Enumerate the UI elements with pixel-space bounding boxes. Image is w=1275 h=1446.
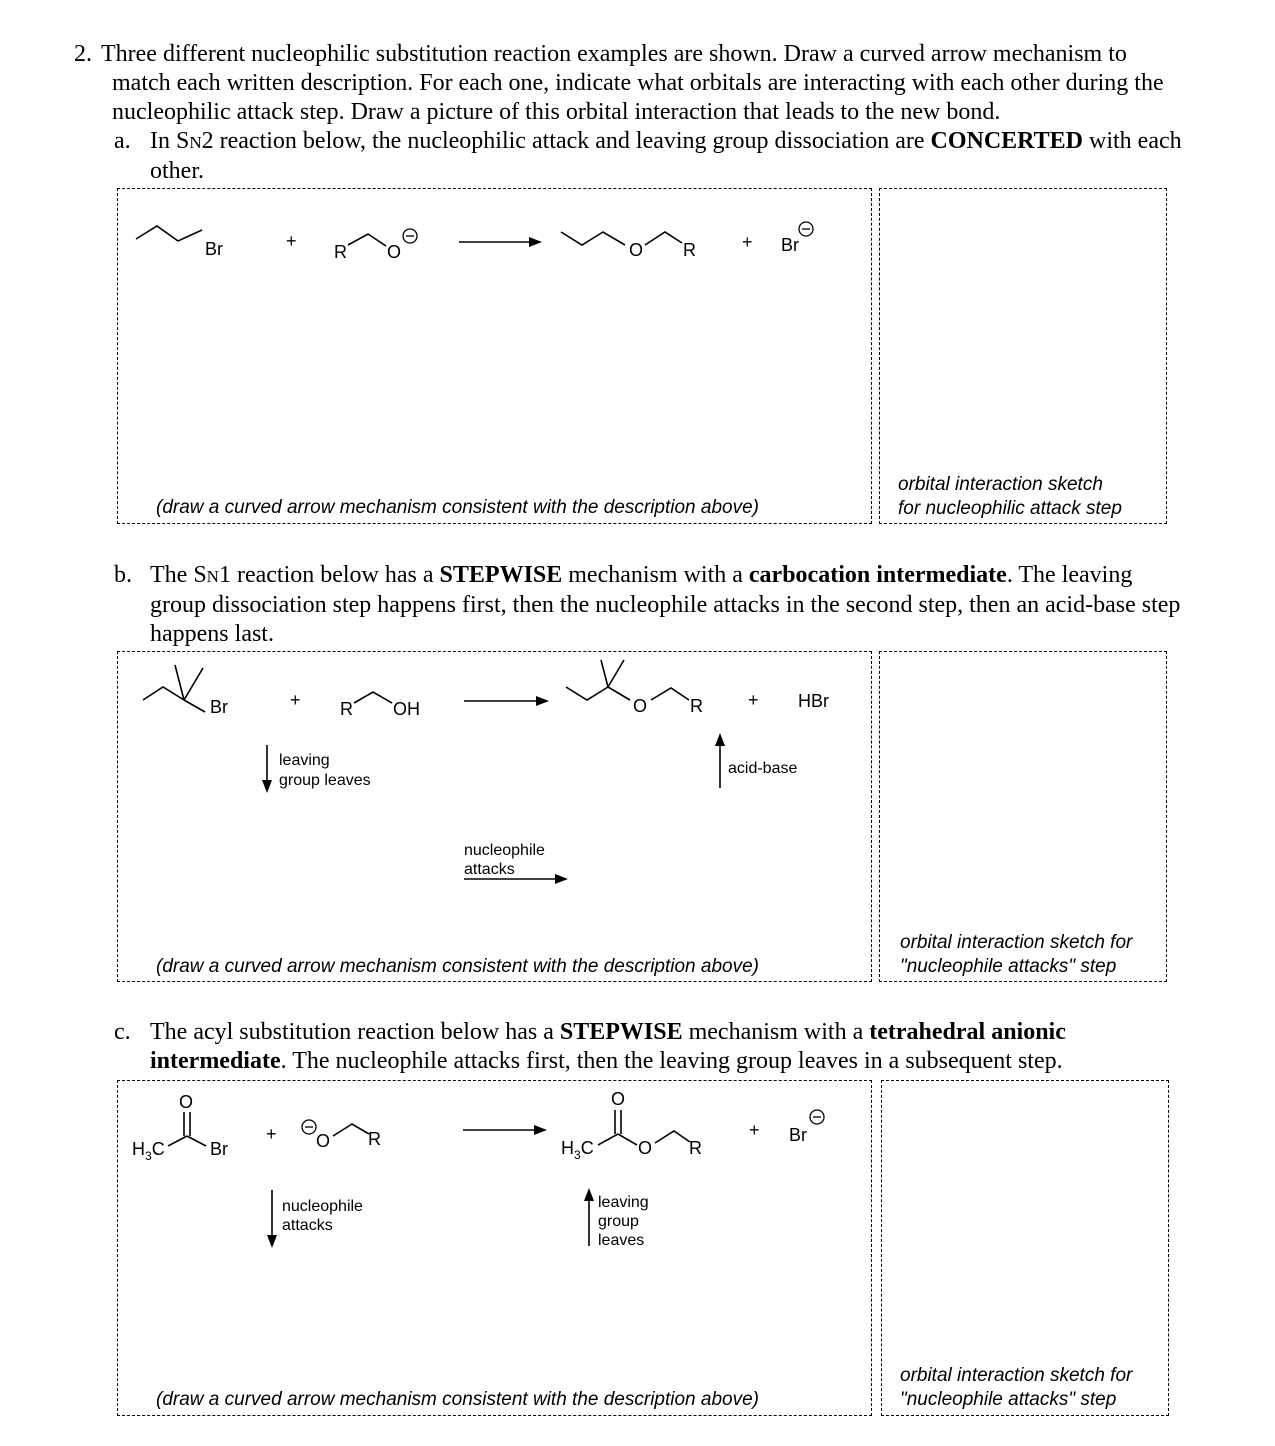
svg-text:R: R [340,699,353,719]
svg-text:leaving: leaving [279,752,330,769]
part-a-text: In SN2 reaction below, the nucleophilic attack and leaving group dissociation are CONCERTED with each other. [150,128,1182,184]
svg-text:O: O [629,240,644,260]
svg-text:R: R [368,1129,381,1149]
svg-text:+: + [286,231,297,251]
svg-text:OH: OH [393,699,420,719]
caption-b: (draw a curved arrow mechanism consistent with the description above) [156,956,759,977]
orbital-label-b: orbital interaction sketch for "nucleophile attacks" step [900,932,1133,977]
svg-text:O: O [638,1138,653,1158]
svg-text:Br: Br [205,239,223,259]
svg-text:acid-base: acid-base [728,760,798,777]
svg-text:Br: Br [210,1139,228,1159]
svg-text:R: R [689,1138,702,1158]
svg-text:leaves: leaves [598,1232,645,1249]
svg-text:R: R [690,696,703,716]
svg-text:Br: Br [789,1125,807,1145]
svg-text:H3C: $H_3C$ [561,1138,594,1162]
caption-c: (draw a curved arrow mechanism consistent with the description above) [156,1389,759,1410]
svg-text:R: R [334,242,347,262]
part-b-letter: b. [114,562,132,588]
svg-text:O: O [611,1089,626,1109]
svg-text:O: O [316,1131,331,1151]
svg-text:nucleophile: nucleophile [464,842,545,859]
svg-text:group leaves: group leaves [279,772,371,789]
orbital-label-c: orbital interaction sketch for "nucleophile attacks" step [900,1365,1133,1410]
question-intro: Three different nucleophilic substitution reaction examples are shown. Draw a curved arrow mechanism to match each written description. For each one, indicate what orbitals are interacting with each other during the nucleophilic attack step. Draw a picture of this orbital interaction that leads to the new bond. [101,41,1164,125]
svg-text:HBr: HBr [798,691,829,711]
svg-text:leaving: leaving [598,1194,649,1211]
svg-text:group: group [598,1213,639,1230]
part-a-letter: a. [114,128,131,154]
caption-a: (draw a curved arrow mechanism consistent with the description above) [156,497,759,518]
svg-text:H3C: $H_3C$ [132,1139,165,1163]
question-number: 2. [74,41,92,67]
svg-text:+: + [742,232,753,252]
svg-text:attacks: attacks [282,1217,333,1234]
svg-text:R: R [683,240,696,260]
svg-text:nucleophile: nucleophile [282,1198,363,1215]
svg-text:O: O [633,696,648,716]
svg-text:+: + [748,690,759,710]
part-c-text: The acyl substitution reaction below has a STEPWISE mechanism with a tetrahedral anionic intermediate. The nucleophile attacks first, then the leaving group leaves in a subsequent step. [150,1019,1066,1074]
svg-text:Br: Br [781,235,799,255]
svg-text:+: + [749,1120,760,1140]
svg-text:Br: Br [210,697,228,717]
svg-text:O: O [179,1092,194,1112]
part-b-text: The SN1 reaction below has a STEPWISE mechanism with a carbocation intermediate. The leaving group dissociation step happens first, then the nucleophile attacks in the second step, then an acid-base step happens last. [150,562,1181,647]
svg-text:+: + [290,690,301,710]
part-c-letter: c. [114,1019,131,1045]
svg-text:O: O [387,242,402,262]
svg-text:attacks: attacks [464,861,515,878]
svg-text:+: + [266,1124,277,1144]
orbital-label-a: orbital interaction sketch for nucleophilic attack step [898,474,1122,519]
